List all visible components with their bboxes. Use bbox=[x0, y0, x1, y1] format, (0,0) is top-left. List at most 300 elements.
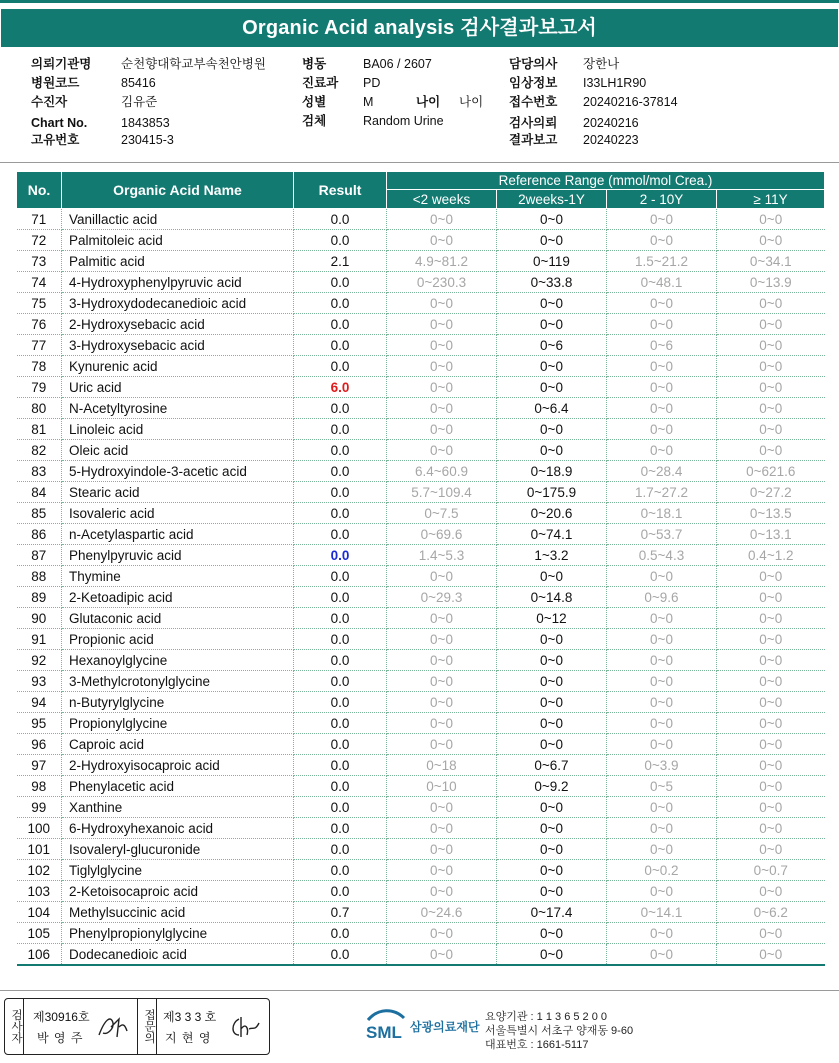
result-value: 0.0 bbox=[294, 629, 387, 650]
row-number: 78 bbox=[17, 356, 62, 377]
doctor-name: 지 현 영 bbox=[165, 1031, 212, 1045]
ref-range-lt2w: 0~0 bbox=[387, 944, 497, 966]
table-row bbox=[17, 356, 825, 377]
row-number: 84 bbox=[17, 482, 62, 503]
ref-range-2w-1y: 0~0 bbox=[497, 671, 607, 692]
result-value: 0.0 bbox=[294, 230, 387, 251]
ref-range-2-10y: 0~0 bbox=[607, 377, 717, 398]
doctor-signature-icon bbox=[227, 1013, 261, 1041]
ref-range-lt2w: 0~0 bbox=[387, 650, 497, 671]
ref-range-2-10y: 0~0 bbox=[607, 608, 717, 629]
table-row bbox=[17, 713, 825, 734]
table-row bbox=[17, 398, 825, 419]
info-label: 수진자 bbox=[31, 95, 68, 109]
row-number: 87 bbox=[17, 545, 62, 566]
ref-range-2w-1y: 0~0 bbox=[497, 440, 607, 461]
ref-range-lt2w: 0~0 bbox=[387, 314, 497, 335]
ref-range-lt2w: 0~0 bbox=[387, 797, 497, 818]
table-row bbox=[17, 923, 825, 944]
col-name-header: Organic Acid Name bbox=[62, 172, 294, 209]
ref-range-ge11y: 0~34.1 bbox=[717, 251, 825, 272]
ref-range-2w-1y: 0~9.2 bbox=[497, 776, 607, 797]
info-value: 20240223 bbox=[583, 133, 639, 147]
table-row bbox=[17, 818, 825, 839]
row-number: 77 bbox=[17, 335, 62, 356]
ref-range-2w-1y: 0~14.8 bbox=[497, 587, 607, 608]
info-value: 순천향대학교부속천안병원 bbox=[121, 57, 266, 71]
ref-range-ge11y: 0~0 bbox=[717, 293, 825, 314]
table-row bbox=[17, 545, 825, 566]
result-value: 0.0 bbox=[294, 419, 387, 440]
header-divider bbox=[0, 162, 839, 163]
ref-range-lt2w: 5.7~109.4 bbox=[387, 482, 497, 503]
ref-range-2-10y: 0~0.2 bbox=[607, 860, 717, 881]
info-label: 담당의사 bbox=[509, 57, 558, 71]
acid-name: 2-Ketoisocaproic acid bbox=[62, 881, 294, 902]
row-number: 80 bbox=[17, 398, 62, 419]
ref-range-2w-1y: 0~0 bbox=[497, 230, 607, 251]
ref-range-lt2w: 0~29.3 bbox=[387, 587, 497, 608]
acid-name: Tiglylglycine bbox=[62, 860, 294, 881]
sml-logo-text: SML bbox=[366, 1023, 402, 1042]
ref-range-ge11y: 0~0 bbox=[717, 692, 825, 713]
doctor-label: 접문의 bbox=[137, 999, 157, 1054]
ref-range-lt2w: 0~0 bbox=[387, 734, 497, 755]
acid-name: 3-Hydroxydodecanedioic acid bbox=[62, 293, 294, 314]
result-value: 0.0 bbox=[294, 923, 387, 944]
ref-col-header: ≥ 11Y bbox=[717, 190, 825, 209]
table-row bbox=[17, 692, 825, 713]
acid-name: Phenylpyruvic acid bbox=[62, 545, 294, 566]
table-row bbox=[17, 503, 825, 524]
result-value: 0.0 bbox=[294, 461, 387, 482]
ref-range-2w-1y: 0~0 bbox=[497, 881, 607, 902]
ref-range-ge11y: 0~0 bbox=[717, 608, 825, 629]
row-number: 93 bbox=[17, 671, 62, 692]
ref-range-ge11y: 0~0 bbox=[717, 776, 825, 797]
ref-range-2w-1y: 0~18.9 bbox=[497, 461, 607, 482]
ref-range-ge11y: 0~0 bbox=[717, 839, 825, 860]
ref-range-lt2w: 0~69.6 bbox=[387, 524, 497, 545]
ref-range-2-10y: 0~0 bbox=[607, 314, 717, 335]
result-value: 0.0 bbox=[294, 860, 387, 881]
info-label: 병동 bbox=[302, 57, 327, 71]
ref-range-2w-1y: 0~0 bbox=[497, 356, 607, 377]
table-row bbox=[17, 734, 825, 755]
inspector-license: 제30916호 bbox=[33, 1010, 90, 1024]
info-label: 진료과 bbox=[302, 76, 339, 90]
ref-range-2-10y: 0~3.9 bbox=[607, 755, 717, 776]
ref-range-2w-1y: 0~20.6 bbox=[497, 503, 607, 524]
acid-name: Dodecanedioic acid bbox=[62, 944, 294, 966]
ref-range-lt2w: 0~0 bbox=[387, 839, 497, 860]
ref-range-2w-1y: 1~3.2 bbox=[497, 545, 607, 566]
footer-divider bbox=[0, 990, 839, 991]
result-value: 0.0 bbox=[294, 566, 387, 587]
ref-range-ge11y: 0~0 bbox=[717, 566, 825, 587]
info-value: 1843853 bbox=[121, 116, 170, 130]
ref-range-lt2w: 0~0 bbox=[387, 398, 497, 419]
table-row bbox=[17, 797, 825, 818]
ref-range-lt2w: 0~18 bbox=[387, 755, 497, 776]
acid-name: Phenylpropionylglycine bbox=[62, 923, 294, 944]
ref-range-ge11y: 0~0 bbox=[717, 650, 825, 671]
acid-name: Kynurenic acid bbox=[62, 356, 294, 377]
ref-range-lt2w: 0~0 bbox=[387, 923, 497, 944]
ref-range-2-10y: 0~5 bbox=[607, 776, 717, 797]
ref-range-ge11y: 0~0 bbox=[717, 419, 825, 440]
ref-range-2-10y: 0.5~4.3 bbox=[607, 545, 717, 566]
table-row bbox=[17, 440, 825, 461]
row-number: 82 bbox=[17, 440, 62, 461]
row-number: 96 bbox=[17, 734, 62, 755]
row-number: 74 bbox=[17, 272, 62, 293]
info-label: Chart No. bbox=[31, 116, 88, 130]
ref-range-lt2w: 0~0 bbox=[387, 356, 497, 377]
acid-name: Thymine bbox=[62, 566, 294, 587]
info-value: 85416 bbox=[121, 76, 156, 90]
ref-range-2-10y: 0~0 bbox=[607, 713, 717, 734]
row-number: 106 bbox=[17, 944, 62, 966]
row-number: 99 bbox=[17, 797, 62, 818]
result-value: 0.0 bbox=[294, 587, 387, 608]
result-value: 0.0 bbox=[294, 650, 387, 671]
row-number: 71 bbox=[17, 209, 62, 230]
ref-range-lt2w: 0~0 bbox=[387, 713, 497, 734]
ref-col-header: <2 weeks bbox=[387, 190, 497, 209]
row-number: 100 bbox=[17, 818, 62, 839]
ref-range-lt2w: 0~10 bbox=[387, 776, 497, 797]
ref-range-2w-1y: 0~0 bbox=[497, 377, 607, 398]
table-row bbox=[17, 209, 825, 230]
info-value: BA06 / 2607 bbox=[363, 57, 432, 71]
table-row bbox=[17, 482, 825, 503]
ref-range-2-10y: 0~0 bbox=[607, 797, 717, 818]
row-number: 72 bbox=[17, 230, 62, 251]
acid-name: 6-Hydroxyhexanoic acid bbox=[62, 818, 294, 839]
info-value: 20240216 bbox=[583, 116, 639, 130]
row-number: 75 bbox=[17, 293, 62, 314]
row-number: 91 bbox=[17, 629, 62, 650]
row-number: 101 bbox=[17, 839, 62, 860]
info-value: I33LH1R90 bbox=[583, 76, 647, 90]
ref-range-2-10y: 0~14.1 bbox=[607, 902, 717, 923]
ref-range-ge11y: 0~0 bbox=[717, 629, 825, 650]
table-row bbox=[17, 629, 825, 650]
ref-range-2-10y: 0~0 bbox=[607, 839, 717, 860]
table-row bbox=[17, 902, 825, 923]
row-number: 105 bbox=[17, 923, 62, 944]
row-number: 90 bbox=[17, 608, 62, 629]
info-label: 검사의뢰 bbox=[509, 116, 558, 130]
result-value: 0.0 bbox=[294, 209, 387, 230]
acid-name: Glutaconic acid bbox=[62, 608, 294, 629]
ref-range-2-10y: 0~0 bbox=[607, 629, 717, 650]
row-number: 76 bbox=[17, 314, 62, 335]
ref-range-2w-1y: 0~0 bbox=[497, 293, 607, 314]
ref-range-2-10y: 0~53.7 bbox=[607, 524, 717, 545]
ref-range-2-10y: 0~0 bbox=[607, 944, 717, 966]
ref-range-lt2w: 0~0 bbox=[387, 818, 497, 839]
ref-range-ge11y: 0~27.2 bbox=[717, 482, 825, 503]
inspector-signature-icon bbox=[95, 1013, 131, 1041]
table-row bbox=[17, 524, 825, 545]
ref-range-2w-1y: 0~17.4 bbox=[497, 902, 607, 923]
ref-range-2w-1y: 0~33.8 bbox=[497, 272, 607, 293]
ref-range-lt2w: 0~0 bbox=[387, 419, 497, 440]
ref-range-2-10y: 0~0 bbox=[607, 356, 717, 377]
acid-name: Isovaleryl-glucuronide bbox=[62, 839, 294, 860]
acid-name: Uric acid bbox=[62, 377, 294, 398]
ref-range-ge11y: 0~0 bbox=[717, 314, 825, 335]
ref-range-lt2w: 0~0 bbox=[387, 293, 497, 314]
ref-range-2w-1y: 0~0 bbox=[497, 839, 607, 860]
acid-name: 3-Methylcrotonylglycine bbox=[62, 671, 294, 692]
results-table bbox=[16, 171, 825, 966]
signature-box bbox=[4, 998, 270, 1055]
ref-range-2-10y: 0~0 bbox=[607, 734, 717, 755]
ref-range-2w-1y: 0~0 bbox=[497, 629, 607, 650]
age-label: 나이 bbox=[416, 95, 441, 109]
acid-name: Caproic acid bbox=[62, 734, 294, 755]
ref-range-2-10y: 0~18.1 bbox=[607, 503, 717, 524]
ref-range-2w-1y: 0~0 bbox=[497, 797, 607, 818]
info-label: 임상정보 bbox=[509, 76, 558, 90]
acid-name: n-Butyrylglycine bbox=[62, 692, 294, 713]
row-number: 86 bbox=[17, 524, 62, 545]
ref-range-ge11y: 0~0 bbox=[717, 377, 825, 398]
result-value: 0.0 bbox=[294, 482, 387, 503]
ref-range-lt2w: 0~0 bbox=[387, 230, 497, 251]
info-value: 20240216-37814 bbox=[583, 95, 678, 109]
inspector-name: 박 영 주 bbox=[37, 1031, 84, 1045]
ref-range-ge11y: 0~13.1 bbox=[717, 524, 825, 545]
acid-name: Methylsuccinic acid bbox=[62, 902, 294, 923]
row-number: 92 bbox=[17, 650, 62, 671]
ref-range-2w-1y: 0~0 bbox=[497, 734, 607, 755]
acid-name: 2-Hydroxyisocaproic acid bbox=[62, 755, 294, 776]
info-label: 의뢰기관명 bbox=[31, 57, 92, 71]
acid-name: Isovaleric acid bbox=[62, 503, 294, 524]
row-number: 88 bbox=[17, 566, 62, 587]
ref-range-2w-1y: 0~0 bbox=[497, 818, 607, 839]
ref-range-2w-1y: 0~0 bbox=[497, 566, 607, 587]
result-value: 0.0 bbox=[294, 272, 387, 293]
table-row bbox=[17, 272, 825, 293]
result-value: 0.0 bbox=[294, 881, 387, 902]
ref-range-lt2w: 0~0 bbox=[387, 335, 497, 356]
ref-range-ge11y: 0~0 bbox=[717, 881, 825, 902]
ref-range-lt2w: 0~0 bbox=[387, 692, 497, 713]
result-value: 0.0 bbox=[294, 776, 387, 797]
ref-range-ge11y: 0~0 bbox=[717, 734, 825, 755]
acid-name: Stearic acid bbox=[62, 482, 294, 503]
table-row bbox=[17, 860, 825, 881]
result-value: 0.0 bbox=[294, 692, 387, 713]
info-value: Random Urine bbox=[363, 114, 444, 128]
result-value: 0.0 bbox=[294, 356, 387, 377]
ref-range-2w-1y: 0~175.9 bbox=[497, 482, 607, 503]
top-border bbox=[0, 0, 839, 3]
org-info-3: 대표번호 : 1661-5117 bbox=[485, 1039, 589, 1051]
ref-range-ge11y: 0~0 bbox=[717, 440, 825, 461]
ref-range-2-10y: 0~0 bbox=[607, 692, 717, 713]
table-row bbox=[17, 377, 825, 398]
acid-name: Propionylglycine bbox=[62, 713, 294, 734]
ref-range-2w-1y: 0~0 bbox=[497, 419, 607, 440]
table-row bbox=[17, 608, 825, 629]
ref-range-ge11y: 0~0 bbox=[717, 713, 825, 734]
col-no-header: No. bbox=[17, 172, 62, 209]
acid-name: N-Acetyltyrosine bbox=[62, 398, 294, 419]
org-info-1: 요양기관 : 1 1 3 6 5 2 0 0 bbox=[485, 1011, 608, 1023]
acid-name: 4-Hydroxyphenylpyruvic acid bbox=[62, 272, 294, 293]
info-value: PD bbox=[363, 76, 381, 90]
ref-range-ge11y: 0~0 bbox=[717, 944, 825, 966]
col-result-header: Result bbox=[294, 172, 387, 209]
row-number: 73 bbox=[17, 251, 62, 272]
ref-range-2-10y: 0~6 bbox=[607, 335, 717, 356]
ref-range-2-10y: 0~0 bbox=[607, 650, 717, 671]
result-value: 0.0 bbox=[294, 671, 387, 692]
ref-range-2-10y: 0~0 bbox=[607, 818, 717, 839]
table-row bbox=[17, 566, 825, 587]
acid-name: Oleic acid bbox=[62, 440, 294, 461]
info-label: 검체 bbox=[302, 114, 327, 128]
result-value: 0.0 bbox=[294, 734, 387, 755]
info-label: 접수번호 bbox=[509, 95, 558, 109]
result-value: 0.0 bbox=[294, 944, 387, 966]
result-value: 0.0 bbox=[294, 335, 387, 356]
result-value: 0.7 bbox=[294, 902, 387, 923]
ref-range-2w-1y: 0~6.7 bbox=[497, 755, 607, 776]
ref-range-2-10y: 0~0 bbox=[607, 881, 717, 902]
row-number: 81 bbox=[17, 419, 62, 440]
row-number: 85 bbox=[17, 503, 62, 524]
result-value: 0.0 bbox=[294, 608, 387, 629]
acid-name: n-Acetylaspartic acid bbox=[62, 524, 294, 545]
ref-range-2w-1y: 0~0 bbox=[497, 713, 607, 734]
ref-range-2-10y: 0~0 bbox=[607, 923, 717, 944]
ref-range-ge11y: 0~0 bbox=[717, 335, 825, 356]
ref-range-2w-1y: 0~12 bbox=[497, 608, 607, 629]
row-number: 94 bbox=[17, 692, 62, 713]
row-number: 103 bbox=[17, 881, 62, 902]
table-row bbox=[17, 335, 825, 356]
acid-name: 5-Hydroxyindole-3-acetic acid bbox=[62, 461, 294, 482]
ref-range-lt2w: 0~0 bbox=[387, 440, 497, 461]
acid-name: Vanillactic acid bbox=[62, 209, 294, 230]
ref-col-header: 2weeks-1Y bbox=[497, 190, 607, 209]
result-value: 6.0 bbox=[294, 377, 387, 398]
ref-range-ge11y: 0~0 bbox=[717, 671, 825, 692]
ref-col-header: 2 - 10Y bbox=[607, 190, 717, 209]
ref-range-lt2w: 1.4~5.3 bbox=[387, 545, 497, 566]
acid-name: 2-Ketoadipic acid bbox=[62, 587, 294, 608]
ref-range-2w-1y: 0~119 bbox=[497, 251, 607, 272]
ref-range-2w-1y: 0~0 bbox=[497, 650, 607, 671]
ref-range-ge11y: 0~0 bbox=[717, 923, 825, 944]
ref-range-ge11y: 0~0 bbox=[717, 755, 825, 776]
result-value: 0.0 bbox=[294, 713, 387, 734]
ref-range-2-10y: 0~9.6 bbox=[607, 587, 717, 608]
ref-range-lt2w: 4.9~81.2 bbox=[387, 251, 497, 272]
ref-range-2w-1y: 0~0 bbox=[497, 692, 607, 713]
ref-range-lt2w: 0~0 bbox=[387, 377, 497, 398]
acid-name: Linoleic acid bbox=[62, 419, 294, 440]
table-row bbox=[17, 293, 825, 314]
ref-range-2-10y: 0~0 bbox=[607, 566, 717, 587]
table-row bbox=[17, 944, 825, 966]
acid-name: Propionic acid bbox=[62, 629, 294, 650]
ref-range-2-10y: 0~28.4 bbox=[607, 461, 717, 482]
ref-range-2-10y: 0~0 bbox=[607, 671, 717, 692]
ref-range-ge11y: 0~0.7 bbox=[717, 860, 825, 881]
ref-range-2-10y: 1.7~27.2 bbox=[607, 482, 717, 503]
age-value: 나이 bbox=[459, 95, 484, 109]
row-number: 89 bbox=[17, 587, 62, 608]
result-value: 0.0 bbox=[294, 503, 387, 524]
ref-range-ge11y: 0~0 bbox=[717, 818, 825, 839]
table-row bbox=[17, 839, 825, 860]
table-row bbox=[17, 881, 825, 902]
ref-range-2-10y: 0~0 bbox=[607, 440, 717, 461]
ref-range-2-10y: 0~48.1 bbox=[607, 272, 717, 293]
ref-range-lt2w: 0~0 bbox=[387, 209, 497, 230]
result-value: 0.0 bbox=[294, 839, 387, 860]
table-row bbox=[17, 587, 825, 608]
result-value: 0.0 bbox=[294, 818, 387, 839]
result-value: 0.0 bbox=[294, 398, 387, 419]
ref-range-lt2w: 0~7.5 bbox=[387, 503, 497, 524]
ref-range-2-10y: 0~0 bbox=[607, 293, 717, 314]
info-value: 김유준 bbox=[121, 95, 158, 109]
ref-range-lt2w: 0~0 bbox=[387, 860, 497, 881]
result-value: 0.0 bbox=[294, 797, 387, 818]
org-name: 삼광의료재단 bbox=[410, 1020, 480, 1034]
table-row bbox=[17, 755, 825, 776]
acid-name: Phenylacetic acid bbox=[62, 776, 294, 797]
ref-range-lt2w: 0~0 bbox=[387, 671, 497, 692]
ref-range-2w-1y: 0~0 bbox=[497, 314, 607, 335]
result-value: 0.0 bbox=[294, 314, 387, 335]
row-number: 97 bbox=[17, 755, 62, 776]
ref-range-2-10y: 0~0 bbox=[607, 209, 717, 230]
ref-range-ge11y: 0~0 bbox=[717, 209, 825, 230]
info-value: M bbox=[363, 95, 374, 109]
result-value: 0.0 bbox=[294, 293, 387, 314]
ref-range-ge11y: 0~0 bbox=[717, 356, 825, 377]
ref-range-2-10y: 0~0 bbox=[607, 230, 717, 251]
ref-range-2w-1y: 0~0 bbox=[497, 209, 607, 230]
ref-range-lt2w: 0~0 bbox=[387, 566, 497, 587]
ref-range-ge11y: 0~0 bbox=[717, 398, 825, 419]
result-value: 0.0 bbox=[294, 755, 387, 776]
table-row bbox=[17, 650, 825, 671]
ref-range-2w-1y: 0~6.4 bbox=[497, 398, 607, 419]
ref-range-2w-1y: 0~0 bbox=[497, 923, 607, 944]
org-info-2: 서울특별시 서초구 양재동 9-60 bbox=[485, 1025, 634, 1037]
ref-range-ge11y: 0~621.6 bbox=[717, 461, 825, 482]
ref-range-ge11y: 0~0 bbox=[717, 797, 825, 818]
ref-range-ge11y: 0~13.9 bbox=[717, 272, 825, 293]
acid-name: Xanthine bbox=[62, 797, 294, 818]
info-label: 고유번호 bbox=[31, 133, 80, 147]
row-number: 83 bbox=[17, 461, 62, 482]
info-label: 병원코드 bbox=[31, 76, 80, 90]
ref-range-2-10y: 0~0 bbox=[607, 398, 717, 419]
row-number: 98 bbox=[17, 776, 62, 797]
